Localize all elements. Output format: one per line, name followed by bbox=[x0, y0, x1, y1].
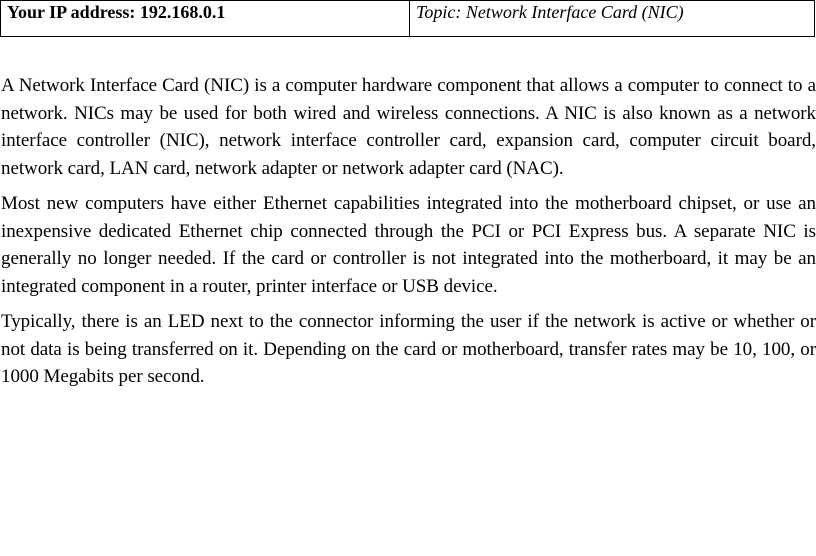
paragraph-led-rates: Typically, there is an LED next to the connector informing the user if the network is active or whether or not data is being transferred on it. Depending on the card or motherboard, transfer rates may be 10, 100, or 1000 Megabits per second. bbox=[1, 311, 816, 387]
header-row bbox=[1, 1, 815, 37]
paragraph-intro: A Network Interface Card (NIC) is a computer hardware component that allows a computer to connect to a network. NICs may be used for both wired and wireless connections. A NIC is also known as a network interface controller (NIC), network interface controller card, expansion card, computer circuit board, network card, LAN card, network adapter or network adapter card (NAC). bbox=[1, 75, 816, 179]
paragraph-integration: Most new computers have either Ethernet capabilities integrated into the motherboard chipset, or use an inexpensive dedicated Ethernet chip connected through the PCI or PCI Express bus. A separate NIC is generally no longer needed. If the card or controller is not integrated into the motherboard, it may be an integrated component in a router, printer interface or USB device. bbox=[1, 193, 816, 297]
ip-address-cell: Your IP address: 192.168.0.1 bbox=[1, 1, 410, 37]
document-body bbox=[1, 72, 816, 399]
topic-cell: Topic: Network Interface Card (NIC) bbox=[410, 1, 815, 37]
header-table bbox=[0, 0, 815, 37]
